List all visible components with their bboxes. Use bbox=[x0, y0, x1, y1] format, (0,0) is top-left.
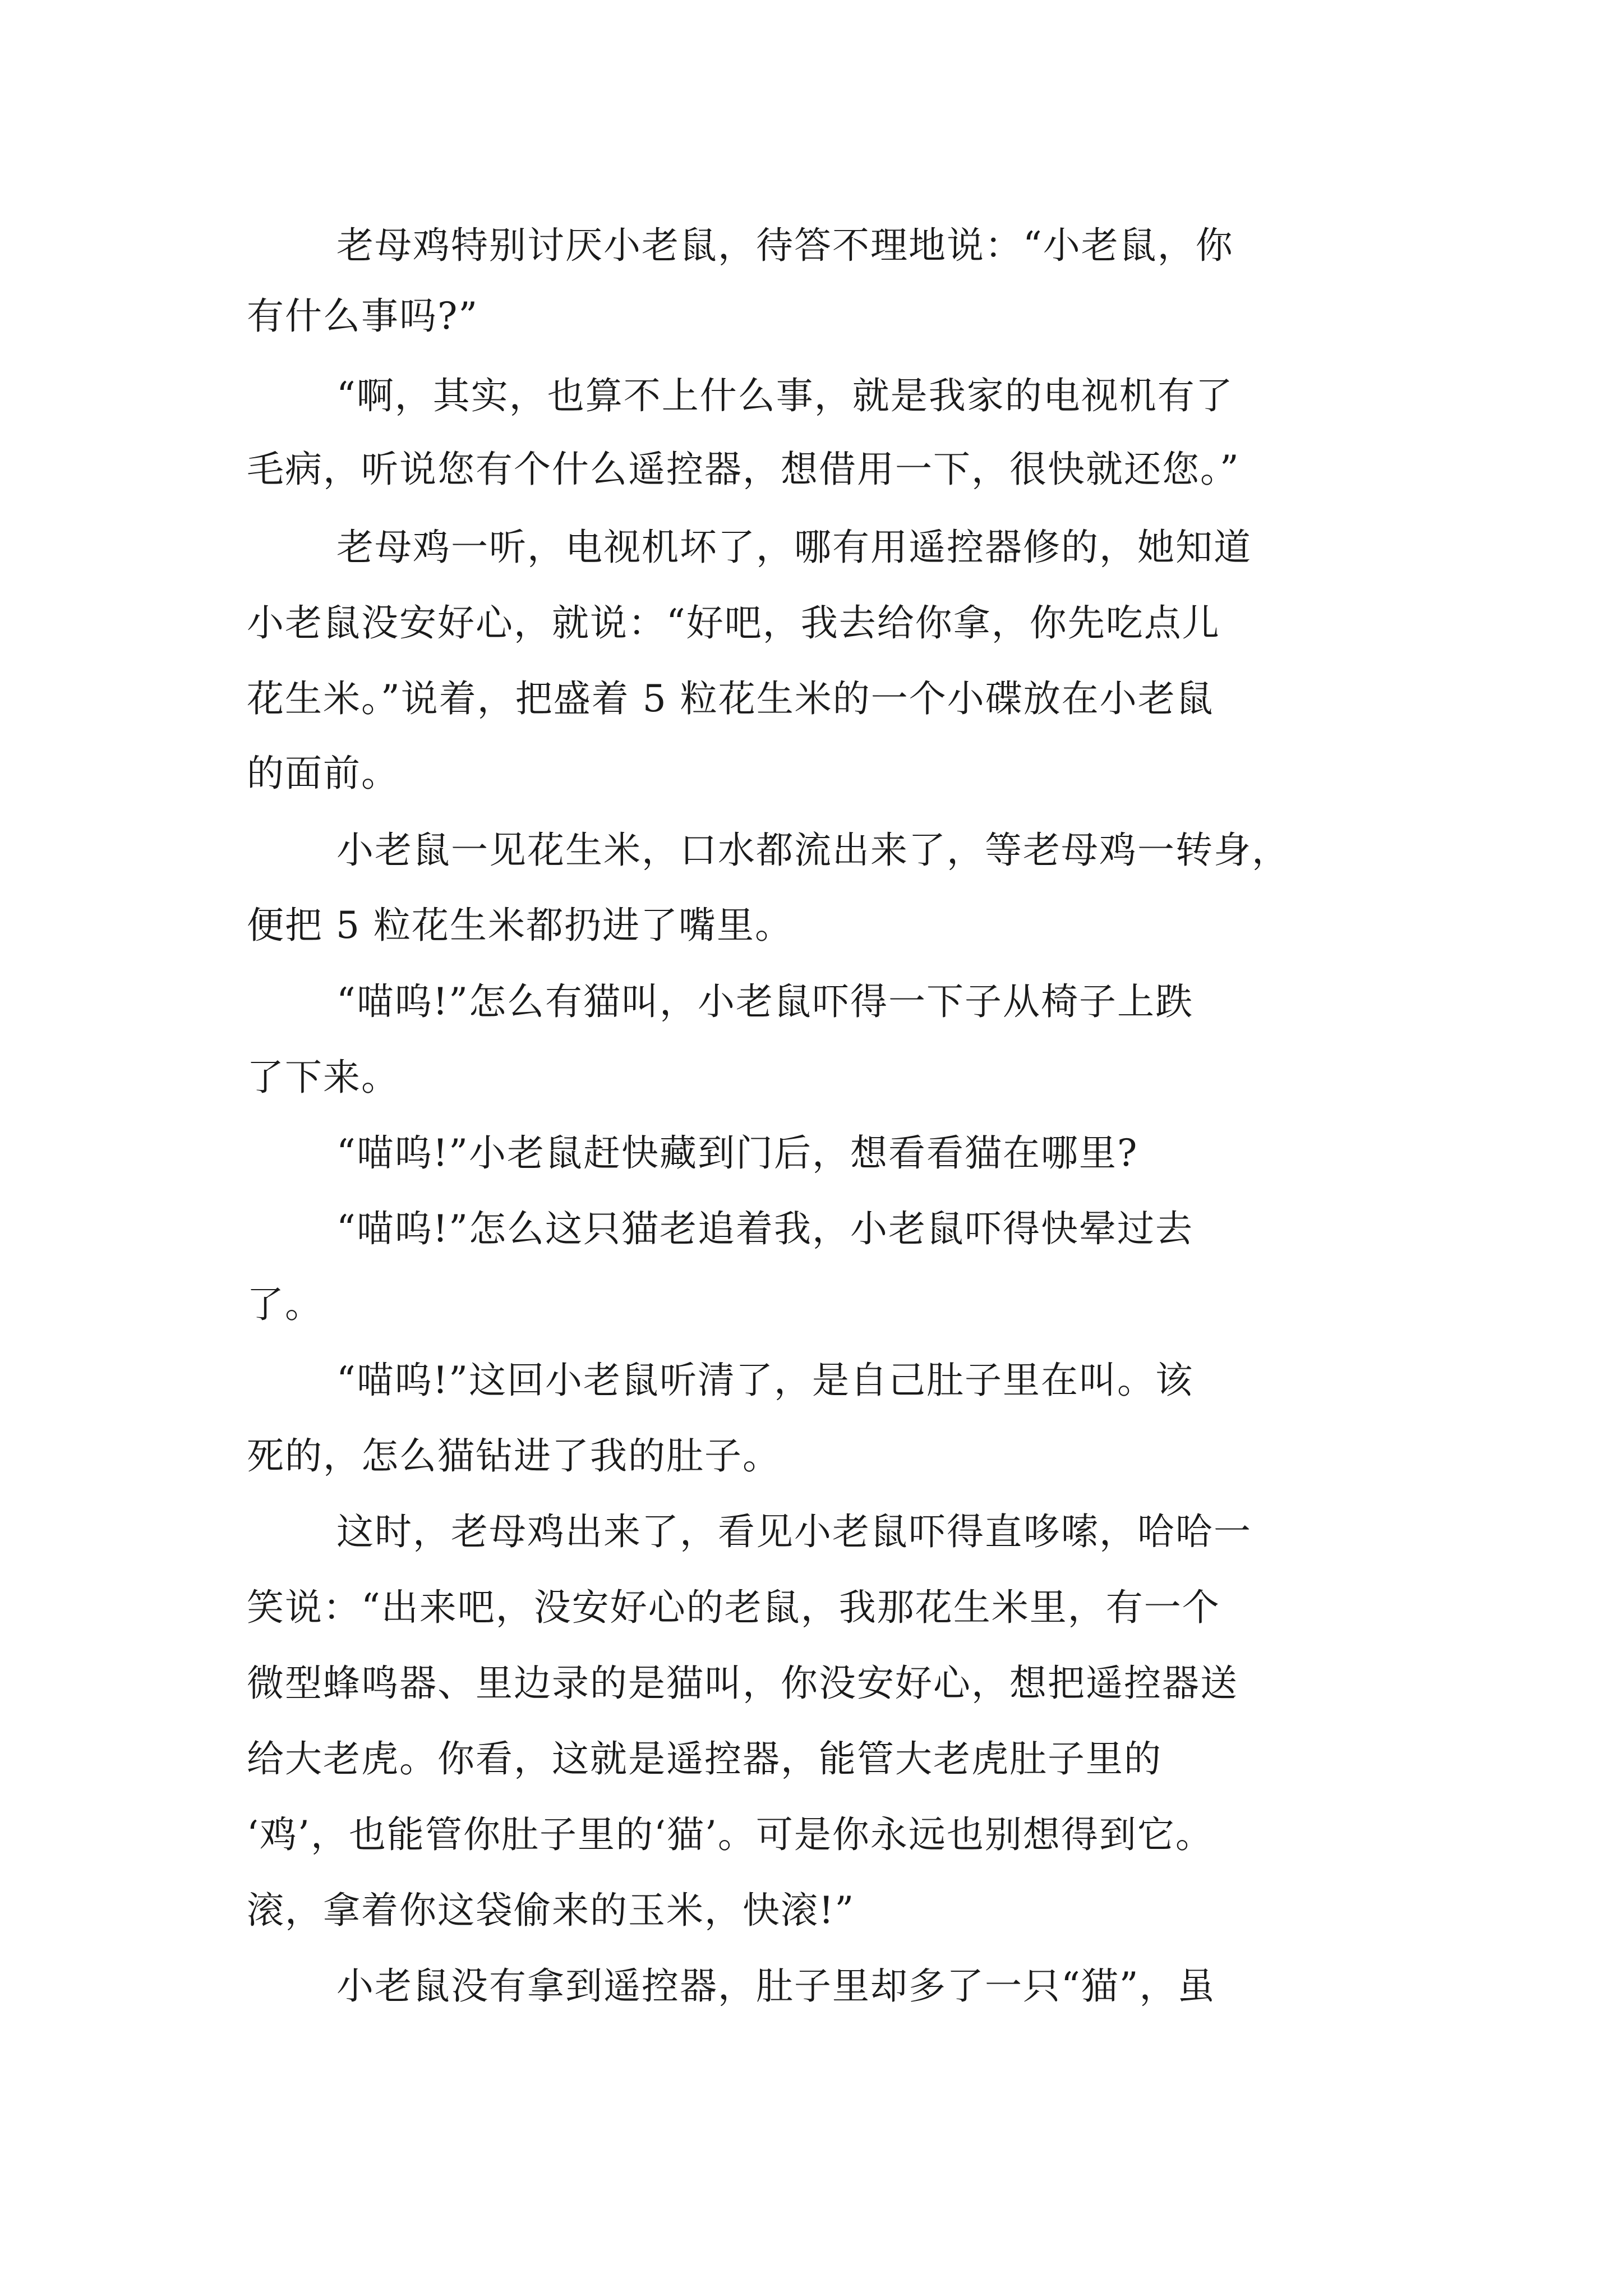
text-line: “喵呜!”这回小老鼠听清了，是自己肚子里在叫。该 bbox=[336, 1359, 1194, 1402]
text-line: 的面前。 bbox=[247, 752, 399, 795]
text-line: 了下来。 bbox=[247, 1056, 399, 1099]
text-line: 小老鼠一见花生米，口水都流出来了，等老母鸡一转身， bbox=[336, 829, 1290, 872]
text-line: 老母鸡特别讨厌小老鼠，待答不理地说：“小老鼠，你 bbox=[336, 224, 1234, 267]
text-line: “喵呜!”小老鼠赶快藏到门后，想看看猫在哪里? bbox=[336, 1131, 1138, 1175]
text-line: 小老鼠没安好心，就说：“好吧，我去给你拿，你先吃点儿 bbox=[247, 601, 1220, 645]
text-line: 小老鼠没有拿到遥控器，肚子里却多了一只“猫”，虽 bbox=[336, 1964, 1216, 2008]
text-line: 这时，老母鸡出来了，看见小老鼠吓得直哆嗦，哈哈一 bbox=[336, 1510, 1252, 1553]
text-line: 老母鸡一听，电视机坏了，哪有用遥控器修的，她知道 bbox=[336, 526, 1252, 569]
text-line: 了。 bbox=[247, 1283, 323, 1326]
text-line: 滚，拿着你这袋偷来的玉米，快滚!” bbox=[247, 1889, 855, 1932]
text-line: 笑说：“出来吧，没安好心的老鼠，我那花生米里，有一个 bbox=[247, 1586, 1220, 1629]
text-line: 微型蜂鸣器、里边录的是猫叫，你没安好心，想把遥控器送 bbox=[247, 1662, 1238, 1705]
text-line: “啊，其实，也算不上什么事，就是我家的电视机有了 bbox=[336, 374, 1234, 417]
text-line: “喵呜!”怎么有猫叫，小老鼠吓得一下子从椅子上跌 bbox=[336, 980, 1194, 1023]
text-line: “喵呜!”怎么这只猫老追着我，小老鼠吓得快晕过去 bbox=[336, 1207, 1194, 1250]
text-line: 死的，怎么猫钻进了我的肚子。 bbox=[247, 1434, 781, 1478]
text-line: 有什么事吗?” bbox=[247, 295, 479, 338]
text-line: 花生米。”说着，把盛着 5 粒花生米的一个小碟放在小老鼠 bbox=[247, 677, 1214, 720]
text-line: ‘鸡’，也能管你肚子里的‘猫’。可是你永远也别想得到它。 bbox=[247, 1813, 1214, 1856]
text-line: 给大老虎。你看，这就是遥控器，能管大老虎肚子里的 bbox=[247, 1737, 1162, 1780]
text-line: 毛病，听说您有个什么遥控器，想借用一下，很快就还您。” bbox=[247, 448, 1240, 491]
text-line: 便把 5 粒花生米都扔进了嘴里。 bbox=[247, 904, 793, 947]
